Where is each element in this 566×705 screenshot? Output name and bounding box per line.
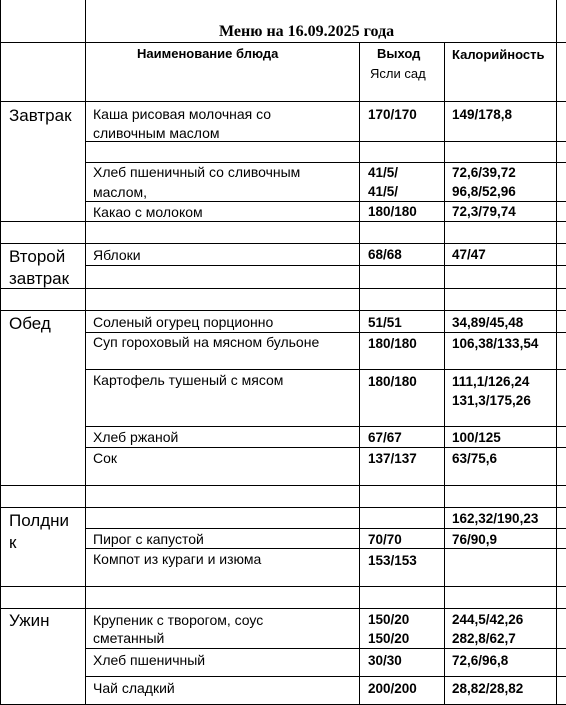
dish-calories: 76/90,9 <box>452 532 498 547</box>
grid-line <box>85 369 566 370</box>
dish-calories: 149/178,8 <box>452 107 513 122</box>
dish-name: Какао с молоком <box>93 204 203 220</box>
dish-name: Каша рисовая молочная со <box>93 106 272 122</box>
grid-line <box>85 447 566 448</box>
dish-name: Яблоки <box>93 247 141 263</box>
grid-line <box>0 221 566 222</box>
column-header-output: Выход <box>377 46 421 61</box>
dish-name: Крупеник с творогом, соус <box>93 612 264 628</box>
dish-output: 150/20 <box>368 612 410 627</box>
grid-line <box>0 586 566 587</box>
dish-calories: 28,82/28,82 <box>452 681 524 696</box>
meal-label-second-breakfast: завтрак <box>9 269 70 288</box>
page-title: Меню на 16.09.2025 года <box>219 23 395 40</box>
dish-output: 41/5/ <box>368 165 399 180</box>
dish-calories: 47/47 <box>452 247 486 262</box>
dish-output: 180/180 <box>368 336 417 351</box>
dish-calories: 111,1/126,24 <box>452 374 530 389</box>
grid-line <box>85 648 566 649</box>
grid-line <box>0 243 566 244</box>
dish-name: Суп гороховый на мясном бульоне <box>93 334 320 350</box>
grid-line <box>0 42 566 43</box>
dish-calories: 96,8/52,96 <box>452 184 516 199</box>
grid-line <box>85 265 566 266</box>
dish-name: маслом, <box>93 184 148 200</box>
dish-output: 41/5/ <box>368 184 399 199</box>
dish-name: Пирог с капустой <box>93 531 204 547</box>
dish-name: Сок <box>93 450 118 466</box>
meal-label-breakfast: Завтрак <box>9 106 72 125</box>
meal-label-second-breakfast: Второй <box>9 247 66 266</box>
dish-output: 150/20 <box>368 631 410 646</box>
dish-calories: 72,6/39,72 <box>452 165 516 180</box>
grid-line <box>556 0 557 705</box>
dish-name: Картофель тушеный с мясом <box>93 372 284 388</box>
grid-line <box>0 288 566 289</box>
dish-output: 200/200 <box>368 681 417 696</box>
grid-line <box>85 528 566 529</box>
meal-label-dinner: Ужин <box>9 611 50 630</box>
dish-output: 51/51 <box>368 315 402 330</box>
dish-calories: 162,32/190,23 <box>452 511 539 526</box>
dish-output: 70/70 <box>368 532 402 547</box>
column-header-dish: Наименование блюда <box>137 46 279 61</box>
dish-calories: 100/125 <box>452 430 501 445</box>
dish-output: 67/67 <box>368 430 402 445</box>
dish-name: Хлеб ржаной <box>93 429 179 445</box>
grid-line <box>0 507 566 508</box>
meal-label-lunch: Обед <box>9 314 51 333</box>
dish-output: 30/30 <box>368 653 402 668</box>
dish-calories: 282,8/62,7 <box>452 631 516 646</box>
grid-line <box>85 426 566 427</box>
dish-name: Соленый огурец порционно <box>93 314 274 330</box>
dish-calories: 244,5/42,26 <box>452 612 524 627</box>
dish-name: Хлеб пшеничный со сливочным <box>93 164 301 180</box>
dish-output: 68/68 <box>368 247 402 262</box>
dish-name: Чай сладкий <box>93 680 175 696</box>
dish-calories: 131,3/175,26 <box>452 393 531 408</box>
dish-calories: 106,38/133,54 <box>452 336 539 351</box>
grid-line <box>0 608 566 609</box>
dish-calories: 72,6/96,8 <box>452 653 509 668</box>
grid-line <box>0 485 566 486</box>
grid-line <box>85 0 86 705</box>
grid-line <box>0 0 1 705</box>
dish-calories: 63/75,6 <box>452 451 498 466</box>
dish-name: Компот из кураги и изюма <box>93 551 262 567</box>
dish-name: сливочным маслом <box>93 125 220 141</box>
dish-output: 137/137 <box>368 451 417 466</box>
column-subheader-output: Ясли сад <box>370 66 426 81</box>
dish-name: Хлеб пшеничный <box>93 652 206 668</box>
dish-output: 153/153 <box>368 553 417 568</box>
grid-line <box>0 101 566 102</box>
dish-calories: 34,89/45,48 <box>452 315 524 330</box>
dish-output: 180/180 <box>368 204 417 219</box>
grid-line <box>85 676 566 677</box>
meal-label-snack: Полдни <box>9 511 70 530</box>
column-header-calories: Калорийность <box>452 47 545 62</box>
dish-output: 180/180 <box>368 374 417 389</box>
dish-calories: 72,3/79,74 <box>452 204 516 219</box>
grid-line <box>85 201 566 202</box>
dish-name: сметанный <box>93 630 165 646</box>
dish-output: 170/170 <box>368 107 417 122</box>
meal-label-snack: к <box>9 533 17 552</box>
grid-line <box>0 310 566 311</box>
